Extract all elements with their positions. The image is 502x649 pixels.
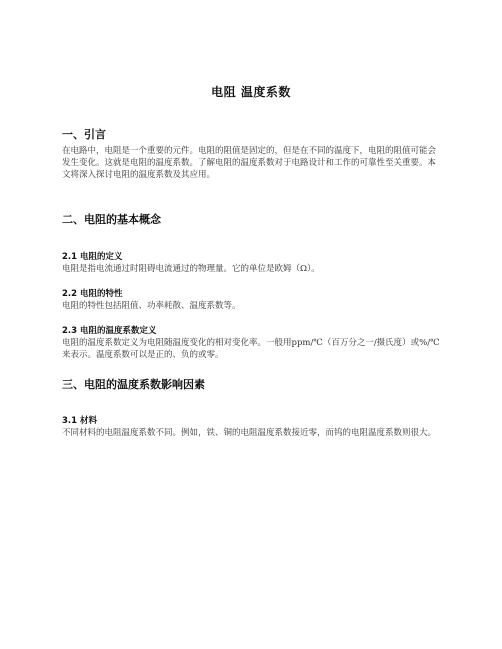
subsection-heading-characteristics: 2.2 电阻的特性 bbox=[62, 289, 123, 299]
subsection-paragraph-characteristics: 电阻的特性包括阻值、功率耗散、温度系数等。 bbox=[62, 301, 241, 311]
subsection-paragraph-material: 不同材料的电阻温度系数不同。例如，铁、铜的电阻温度系数接近零，而钨的电阻温度系数则很大。 bbox=[62, 428, 437, 438]
document-title: 电阻 温度系数 bbox=[211, 85, 291, 99]
subsection-paragraph-temperature-coefficient: 电阻的温度系数定义为电阻随温度变化的相对变化率。一般用ppm/℃（百万分之一/摄氏度）或%/℃来表示。温度系数可以是正的、负的或零。 bbox=[62, 338, 440, 360]
section-heading-influencing-factors: 三、电阻的温度系数影响因素 bbox=[62, 378, 205, 391]
section-heading-basic-concepts: 二、电阻的基本概念 bbox=[62, 213, 161, 226]
section-paragraph-introduction: 在电路中，电阻是一个重要的元件。电阻的阻值是固定的，但是在不同的温度下，电阻的阻值可能会发生变化。这就是电阻的温度系数。了解电阻的温度系数对于电路设计和工作的可靠性至关重要。本文将深入探讨电阻的温度系数及其应用。 bbox=[62, 146, 437, 180]
subsection-heading-temperature-coefficient: 2.3 电阻的温度系数定义 bbox=[62, 326, 157, 336]
subsection-paragraph-definition: 电阻是指电流通过时阻碍电流通过的物理量。它的单位是欧姆（Ω）。 bbox=[62, 264, 320, 274]
section-heading-introduction: 一、引言 bbox=[62, 128, 106, 141]
subsection-heading-material: 3.1 材料 bbox=[62, 416, 98, 426]
subsection-heading-definition: 2.1 电阻的定义 bbox=[62, 252, 123, 262]
